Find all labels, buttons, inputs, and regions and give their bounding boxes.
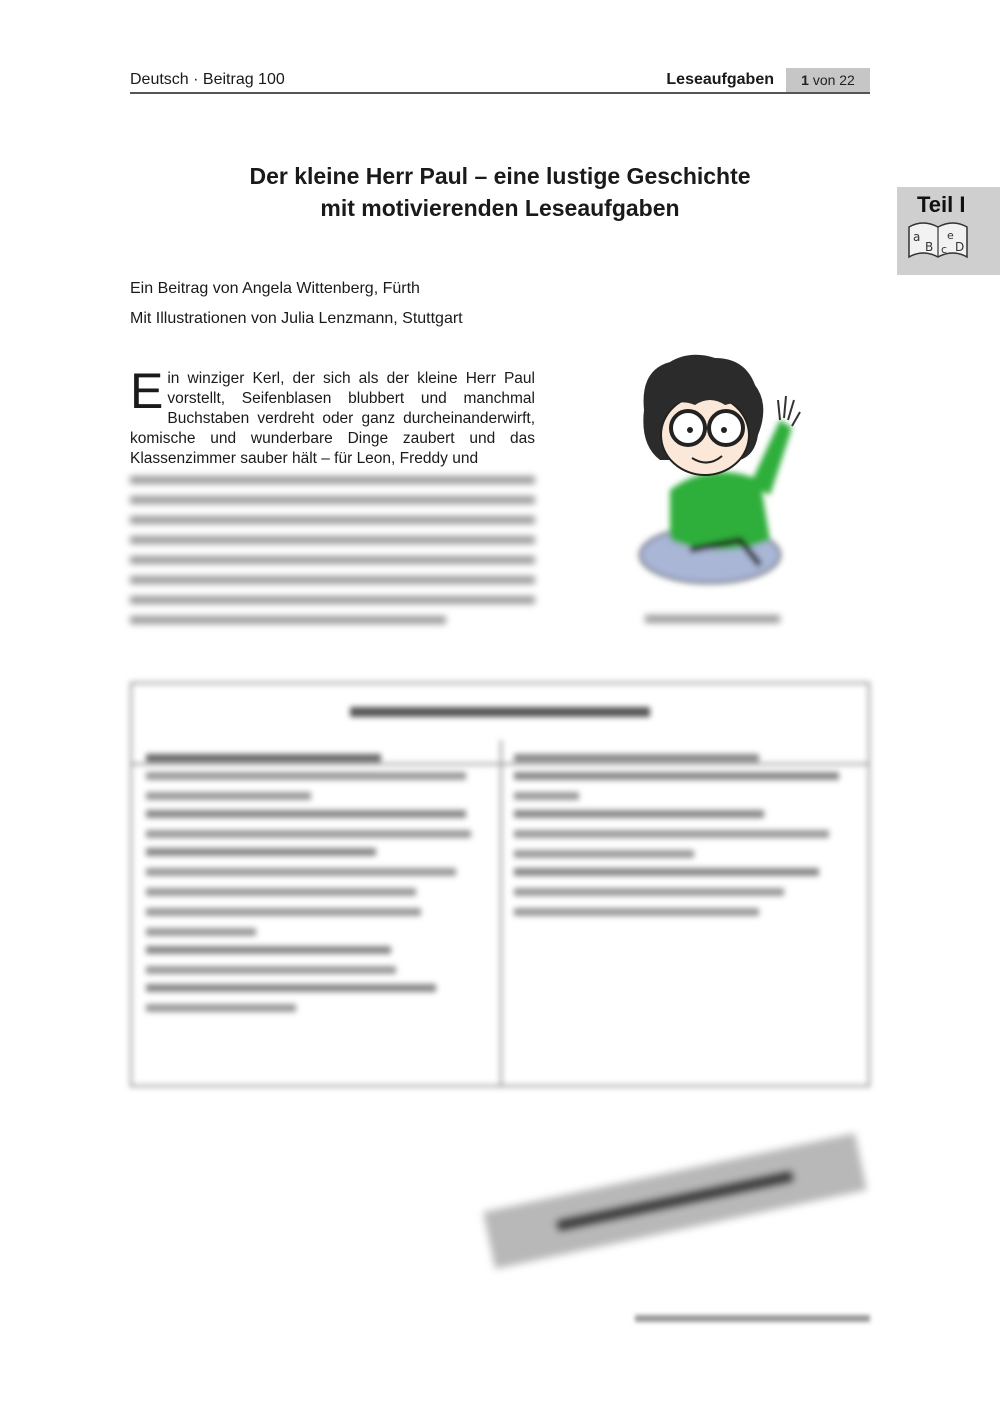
page-header bbox=[130, 68, 870, 94]
boy-character-illustration bbox=[630, 350, 810, 600]
svg-text:D: D bbox=[955, 240, 965, 254]
intro-text: in winziger Kerl, der sich als der kleine Herr Paul vorstellt, Seifenblasen blubbert und manchmal Buchstaben verdreht oder ganz durcheinanderwirft, komische und wunderbare Dinge zaubert und das Klassenzimmer sauber hält – für Leon, Freddy und bbox=[130, 370, 535, 467]
part-tab bbox=[897, 187, 1000, 275]
page-current: 1 bbox=[801, 72, 809, 88]
illustration-caption bbox=[645, 610, 780, 623]
svg-text:e: e bbox=[947, 229, 954, 242]
svg-text:B: B bbox=[925, 240, 934, 254]
svg-text:c: c bbox=[941, 243, 948, 256]
illustrator-line: Mit Illustrationen von Julia Lenzmann, Stuttgart bbox=[130, 310, 463, 327]
materials-banner bbox=[483, 1133, 867, 1269]
page-total: von 22 bbox=[812, 72, 855, 88]
section-label: Leseaufgaben bbox=[666, 71, 774, 88]
title-line-1: Der kleine Herr Paul – eine lustige Geschichte bbox=[249, 163, 751, 189]
title-line-2: mit motivierenden Leseaufgaben bbox=[320, 195, 680, 221]
intro-paragraph bbox=[130, 363, 535, 469]
author-line: Ein Beitrag von Angela Wittenberg, Fürth bbox=[130, 280, 420, 297]
overview-right-column bbox=[514, 754, 854, 926]
book-letters-icon bbox=[905, 217, 971, 267]
subject-label: Deutsch · Beitrag 100 bbox=[130, 71, 285, 88]
blurred-text-block bbox=[130, 470, 535, 624]
drop-cap: E bbox=[130, 363, 164, 419]
svg-text:a: a bbox=[913, 230, 921, 244]
page-footer bbox=[635, 1315, 870, 1322]
page-indicator bbox=[786, 68, 870, 92]
part-label: Teil I bbox=[917, 192, 966, 217]
overview-left-column bbox=[146, 754, 486, 1022]
overview-divider bbox=[500, 740, 502, 1085]
page-title bbox=[130, 160, 870, 224]
overview-box bbox=[130, 682, 870, 1087]
